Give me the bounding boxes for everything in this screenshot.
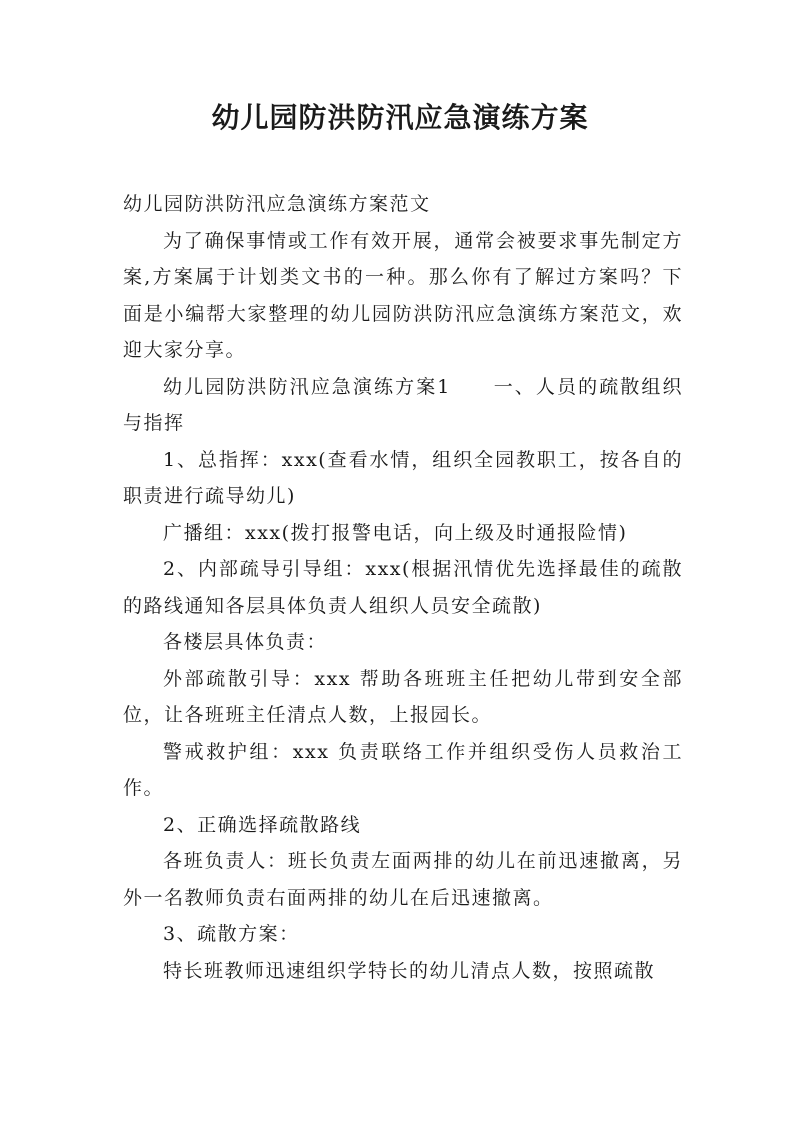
document-body [123, 186, 683, 989]
paragraph: 为了确保事情或工作有效开展，通常会被要求事先制定方案,方案属于计划类文书的一种。那么你有了解过方案吗？下面是小编帮大家整理的幼儿园防洪防汛应急演练方案范文，欢迎大家分享。 [123, 229, 683, 361]
paragraph: 外部疏散引导：xxx 帮助各班班主任把幼儿带到安全部位，让各班班主任清点人数，上报园长。 [123, 667, 683, 726]
paragraph: 广播组：xxx(拨打报警电话，向上级及时通报险情) [163, 521, 628, 544]
document-title: 幼儿园防洪防汛应急演练方案 [211, 101, 589, 134]
paragraph: 特长班教师迅速组织学特长的幼儿清点人数，按照疏散 [163, 959, 656, 982]
paragraph: 3、疏散方案： [163, 923, 300, 945]
paragraph: 各班负责人：班长负责左面两排的幼儿在前迅速撤离，另外一名教师负责右面两排的幼儿在后迅速撤离。 [123, 850, 683, 909]
paragraph: 各楼层具体负责： [163, 631, 328, 653]
paragraph: 幼儿园防洪防汛应急演练方案1 一、人员的疏散组织与指挥 [123, 375, 683, 434]
paragraph: 2、正确选择疏散路线 [163, 813, 362, 836]
paragraph: 2、内部疏导引导组：xxx(根据汛情优先选择最佳的疏散的路线通知各层具体负责人组织人员安全疏散) [123, 558, 683, 617]
paragraph: 警戒救护组：xxx 负责联络工作并组织受伤人员救治工作。 [123, 740, 683, 799]
paragraph: 1、总指挥：xxx(查看水情，组织全园教职工，按各自的职责进行疏导幼儿) [123, 448, 683, 507]
paragraph: 幼儿园防洪防汛应急演练方案范文 [123, 193, 431, 215]
